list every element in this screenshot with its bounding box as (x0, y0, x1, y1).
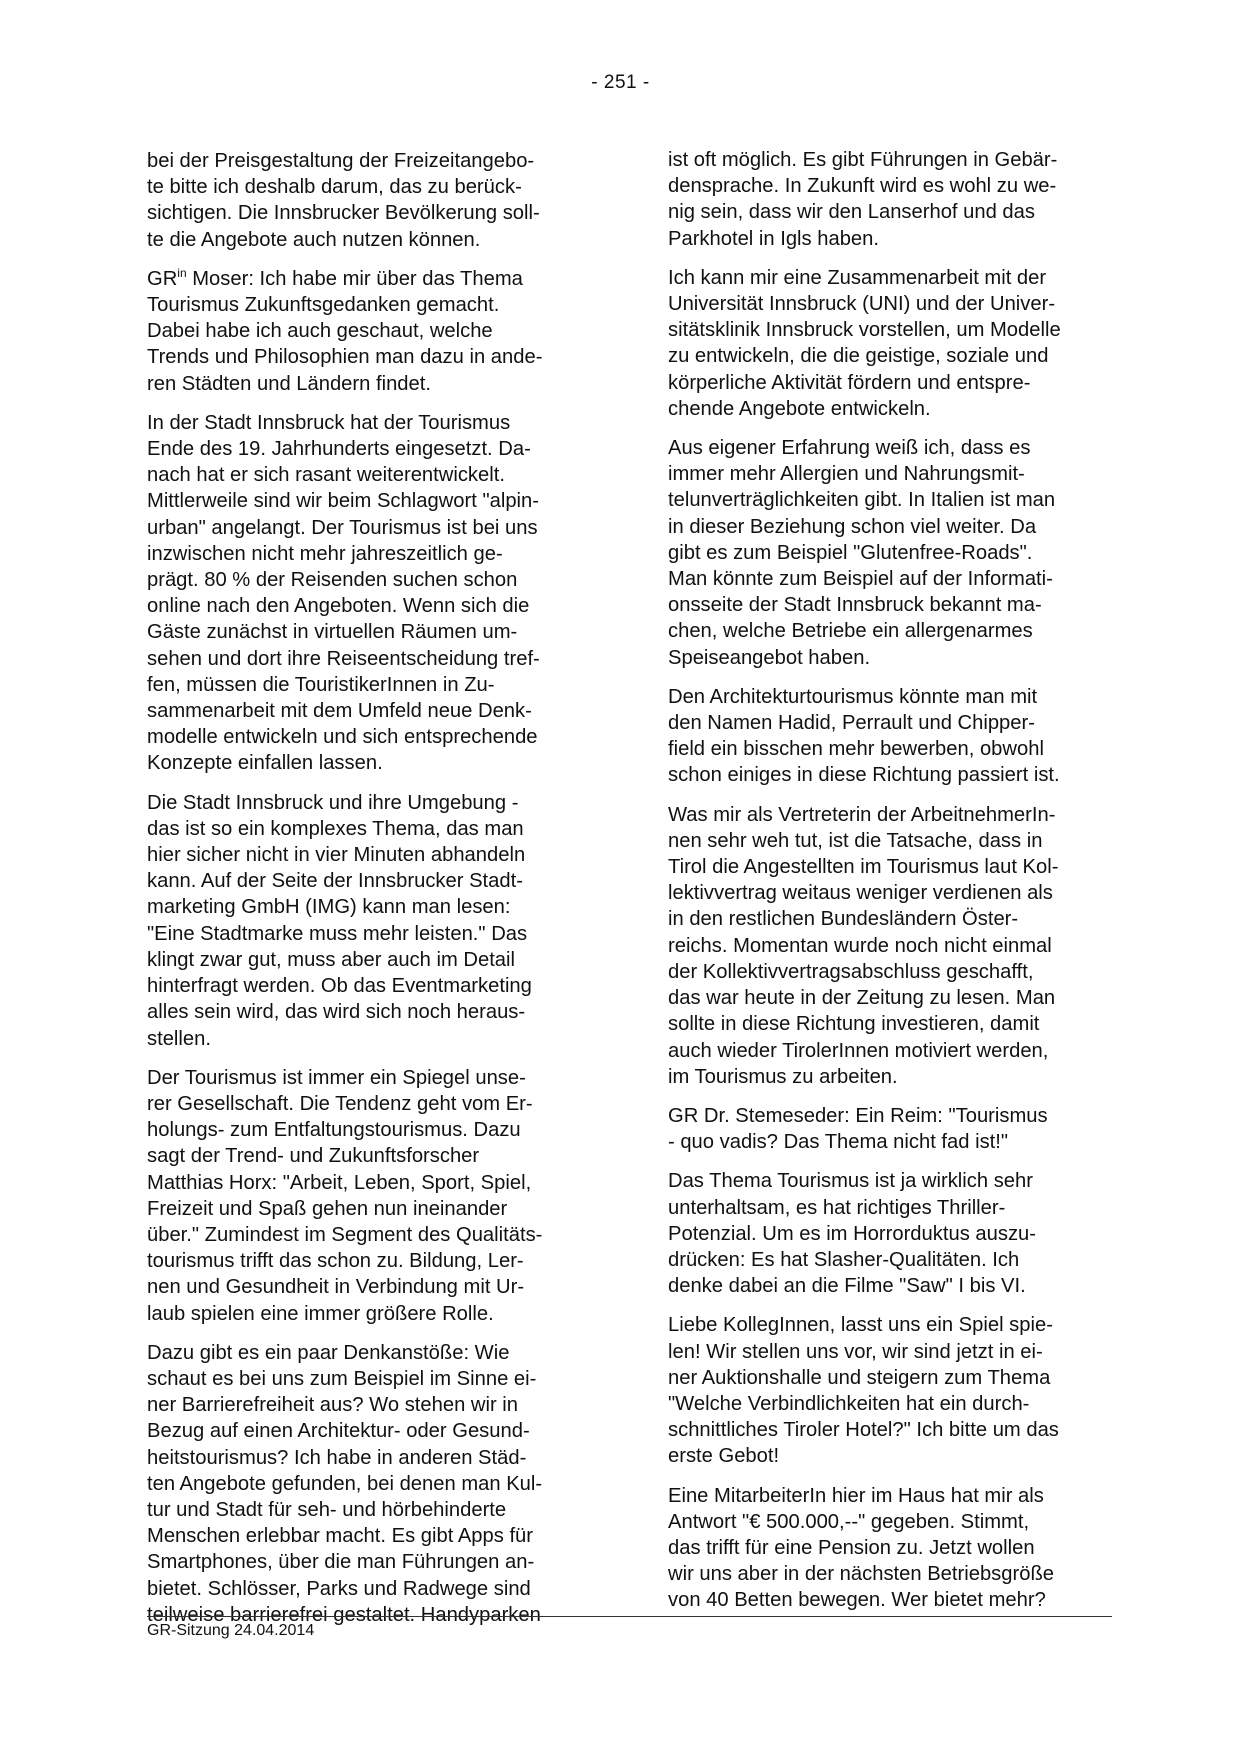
text-line: schnittliches Tiroler Hotel?" Ich bitte um das (668, 1419, 1059, 1442)
paragraph (147, 266, 592, 397)
text-line: von 40 Betten bewegen. Wer bietet mehr? (668, 1589, 1046, 1612)
text-line: Das Thema Tourismus ist ja wirklich sehr (668, 1170, 1033, 1193)
text-line: hier sicher nicht in vier Minuten abhandeln (147, 844, 526, 867)
text-line: Ich kann mir eine Zusammenarbeit mit der (668, 266, 1047, 289)
text-line: modelle entwickeln und sich entsprechende (147, 726, 538, 749)
paragraph (147, 410, 592, 777)
paragraph (668, 147, 1113, 252)
right-column (668, 147, 1113, 1627)
paragraph (147, 790, 592, 1052)
text-line: sammenarbeit mit dem Umfeld neue Denk- (147, 700, 532, 723)
text-line: telunverträglichkeiten gibt. In Italien ist man (668, 489, 1056, 512)
text-line: ist oft möglich. Es gibt Führungen in Gebär- (668, 149, 1058, 171)
page-number: - 251 - (591, 72, 650, 93)
paragraph (668, 1103, 1113, 1155)
paragraph (147, 1340, 592, 1628)
text-line: das ist so ein komplexes Thema, das man (147, 817, 524, 840)
text-line: der Kollektivvertragsabschluss geschafft, (668, 960, 1034, 983)
text-line: Man könnte zum Beispiel auf der Informati- (668, 568, 1053, 591)
text-line: online nach den Angeboten. Wenn sich die (147, 595, 530, 618)
text-line: sagt der Trend- und Zukunftsforscher (147, 1145, 480, 1168)
text-line: schon einiges in diese Richtung passiert ist. (668, 764, 1060, 787)
text-line: denke dabei an die Filme "Saw" I bis VI. (668, 1275, 1026, 1298)
text-line: Ende des 19. Jahrhunderts eingesetzt. Da- (147, 438, 531, 461)
text-line: sichtigen. Die Innsbrucker Bevölkerung soll- (147, 202, 540, 225)
text-line: kann. Auf der Seite der Innsbrucker Stadt- (147, 870, 523, 893)
text-line: immer mehr Allergien und Nahrungsmit- (668, 463, 1025, 486)
text-line: Potenzial. Um es im Horrorduktus auszu- (668, 1222, 1036, 1245)
text-line: klingt zwar gut, muss aber auch im Detail (147, 948, 516, 971)
text-line: chen, welche Betriebe ein allergenarmes (668, 620, 1033, 643)
text-line: Liebe KollegInnen, lasst uns ein Spiel spie- (668, 1314, 1053, 1337)
text-line: Speiseangebot haben. (668, 646, 871, 669)
text-line: onsseite der Stadt Innsbruck bekannt ma- (668, 594, 1042, 617)
text-line: hinterfragt werden. Ob das Eventmarketing (147, 975, 532, 998)
text-line: den Namen Hadid, Perrault und Chipper- (668, 712, 1035, 735)
text-line: te die Angebote auch nutzen können. (147, 228, 481, 251)
left-column (147, 148, 592, 1641)
text-line: te bitte ich deshalb darum, das zu berück- (147, 176, 522, 199)
text-line: GR Dr. Stemeseder: Ein Reim: "Tourismus (668, 1104, 1048, 1127)
text-line: stellen. (147, 1027, 211, 1050)
text-line: Dazu gibt es ein paar Denkanstöße: Wie (147, 1341, 510, 1364)
text-line: im Tourismus zu arbeiten. (668, 1065, 898, 1088)
text-line: fen, müssen die TouristikerInnen in Zu- (147, 673, 495, 696)
footer-text: GR-Sitzung 24.04.2014 (147, 1622, 315, 1639)
text-line: Was mir als Vertreterin der ArbeitnehmerIn- (668, 803, 1056, 826)
text-line: In der Stadt Innsbruck hat der Tourismus (147, 411, 511, 434)
text-line: schaut es bei uns zum Beispiel im Sinne ei- (147, 1367, 537, 1390)
text-line: Bezug auf einen Architektur- oder Gesund- (147, 1420, 530, 1443)
text-line: "Welche Verbindlichkeiten hat ein durch- (668, 1392, 1030, 1415)
text-line: erste Gebot! (668, 1445, 780, 1468)
text-line: nig sein, dass wir den Lanserhof und das (668, 201, 1035, 224)
paragraph (668, 1483, 1113, 1614)
text-line: körperliche Aktivität fördern und entspre- (668, 371, 1031, 394)
text-line: - quo vadis? Das Thema nicht fad ist!" (668, 1131, 1009, 1154)
text-line: über." Zumindest im Segment des Qualitäts- (147, 1223, 543, 1246)
paragraph (147, 1065, 592, 1327)
text-line: Die Stadt Innsbruck und ihre Umgebung - (147, 791, 519, 814)
paragraph (668, 684, 1113, 789)
text-line: teilweise barrierefrei gestaltet. Handyparken (147, 1603, 541, 1626)
paragraph (668, 1168, 1113, 1299)
text-line: $GR^{in}$ Moser: Ich habe mir über das Thema (147, 265, 523, 290)
text-line: prägt. 80 % der Reisenden suchen schon (147, 569, 518, 592)
text-line: ner Barrierefreiheit aus? Wo stehen wir in (147, 1394, 519, 1417)
text-line: Aus eigener Erfahrung weiß ich, dass es (668, 437, 1031, 460)
text-line: ren Städten und Ländern findet. (147, 372, 431, 395)
paragraph (668, 265, 1113, 422)
paragraph (668, 802, 1113, 1090)
text-line: sollte in diese Richtung investieren, damit (668, 1013, 1040, 1036)
text-line: Antwort "€ 500.000,--" gegeben. Stimmt, (668, 1510, 1030, 1533)
text-line: in den restlichen Bundesländern Öster- (668, 908, 1019, 931)
text-line: holungs- zum Entfaltungstourismus. Dazu (147, 1119, 521, 1142)
paragraph (668, 1312, 1113, 1469)
text-line: Konzepte einfallen lassen. (147, 752, 383, 775)
text-line: sitätsklinik Innsbruck vorstellen, um Modelle (668, 319, 1061, 342)
text-line: Freizeit und Spaß gehen nun ineinander (147, 1197, 508, 1220)
speaker-name: GR Dr. Stemeseder: (668, 1104, 850, 1127)
text-line: Eine MitarbeiterIn hier im Haus hat mir als (668, 1484, 1044, 1507)
text-line: Tirol die Angestellten im Tourismus laut Kol- (668, 856, 1059, 879)
text-line: laub spielen eine immer größere Rolle. (147, 1302, 494, 1325)
text-line: Trends und Philosophien man dazu in ande- (147, 346, 543, 369)
speaker-name: $GR^{in}$ Moser: (147, 265, 254, 290)
text-line: heitstourismus? Ich habe in anderen Städ- (147, 1446, 527, 1469)
text-line: nach hat er sich rasant weiterentwickelt. (147, 464, 505, 487)
text-line: in dieser Beziehung schon viel weiter. Da (668, 515, 1037, 538)
text-line: densprache. In Zukunft wird es wohl zu we- (668, 175, 1057, 198)
text-line: tur und Stadt für seh- und hörbehinderte (147, 1498, 507, 1521)
text-line: alles sein wird, das wird sich noch heraus- (147, 1001, 526, 1024)
text-line: rer Gesellschaft. Die Tendenz geht vom Er- (147, 1092, 533, 1115)
text-line: tourismus trifft das schon zu. Bildung, Ler- (147, 1250, 524, 1273)
text-line: sehen und dort ihre Reiseentscheidung tref- (147, 647, 540, 670)
text-line: Smartphones, über die man Führungen an- (147, 1551, 535, 1574)
text-line: das war heute in der Zeitung zu lesen. Man (668, 987, 1056, 1010)
text-line: chende Angebote entwickeln. (668, 397, 931, 420)
text-line: field ein bisschen mehr bewerben, obwohl (668, 738, 1044, 761)
text-line: marketing GmbH (IMG) kann man lesen: (147, 896, 511, 919)
text-line: nen sehr weh tut, ist die Tatsache, dass in (668, 829, 1043, 852)
paragraph (668, 435, 1113, 671)
text-line: bei der Preisgestaltung der Freizeitangebo- (147, 150, 535, 172)
text-line: Den Architekturtourismus könnte man mit (668, 685, 1038, 708)
text-line: auch wieder TirolerInnen motiviert werden, (668, 1039, 1049, 1062)
text-line: Menschen erlebbar macht. Es gibt Apps für (147, 1525, 534, 1548)
text-line: Tourismus Zukunftsgedanken gemacht. (147, 294, 500, 317)
text-line: ten Angebote gefunden, bei denen man Kul- (147, 1472, 543, 1495)
text-line: inzwischen nicht mehr jahreszeitlich ge- (147, 542, 503, 565)
text-line: Dabei habe ich auch geschaut, welche (147, 320, 493, 343)
text-line: lektivvertrag weitaus weniger verdienen als (668, 882, 1053, 905)
footer-rule (147, 1616, 1112, 1617)
text-line: unterhaltsam, es hat richtiges Thriller- (668, 1196, 1006, 1219)
text-line: bietet. Schlösser, Parks und Radwege sind (147, 1577, 531, 1600)
text-line: nen und Gesundheit in Verbindung mit Ur- (147, 1276, 525, 1299)
paragraph (147, 148, 592, 253)
text-line: "Eine Stadtmarke muss mehr leisten." Das (147, 922, 528, 945)
text-line: Der Tourismus ist immer ein Spiegel unse- (147, 1066, 526, 1089)
text-line: Mittlerweile sind wir beim Schlagwort "alpin- (147, 490, 539, 513)
text-line: das trifft für eine Pension zu. Jetzt wollen (668, 1536, 1035, 1559)
text-line: wir uns aber in der nächsten Betriebsgröße (668, 1563, 1055, 1586)
text-line: Gäste zunächst in virtuellen Räumen um- (147, 621, 518, 644)
text-line: reichs. Momentan wurde noch nicht einmal (668, 934, 1052, 957)
text-line: urban" angelangt. Der Tourismus ist bei uns (147, 516, 538, 539)
text-line: zu entwickeln, die die geistige, soziale und (668, 345, 1049, 368)
text-line: gibt es zum Beispiel "Glutenfree-Roads". (668, 541, 1033, 564)
text-line: Universität Innsbruck (UNI) und der Univer- (668, 293, 1056, 316)
text-line: ner Auktionshalle und steigern zum Thema (668, 1366, 1051, 1389)
text-line: Matthias Horx: "Arbeit, Leben, Sport, Spiel, (147, 1171, 532, 1194)
text-line: len! Wir stellen uns vor, wir sind jetzt in ei- (668, 1340, 1043, 1363)
text-line: Parkhotel in Igls haben. (668, 227, 879, 250)
text-line: drücken: Es hat Slasher-Qualitäten. Ich (668, 1248, 1020, 1271)
